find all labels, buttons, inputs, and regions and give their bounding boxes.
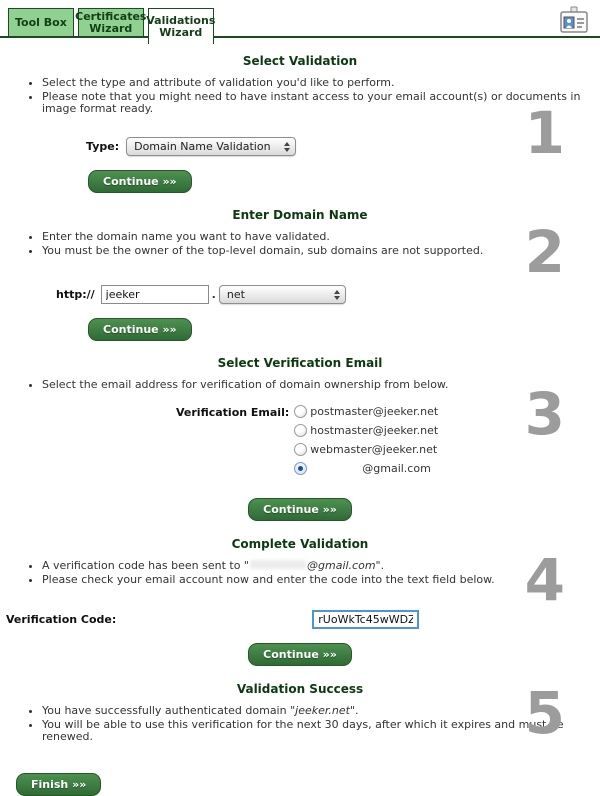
radio-icon (294, 443, 307, 456)
select-arrows-icon (284, 142, 290, 152)
step-number-5: 5 (524, 679, 565, 747)
radio-option-label: postmaster@jeeker.net (310, 405, 439, 418)
step-title: Select Verification Email (217, 356, 383, 370)
id-badge-icon (558, 6, 590, 36)
radio-option-label: hostmaster@jeeker.net (310, 424, 439, 437)
radio-option-hostmaster[interactable] (294, 423, 438, 438)
domain-input-row (56, 285, 600, 304)
step-enter-domain-name (0, 193, 600, 341)
instructions-list (28, 77, 600, 115)
instruction-item: • You will be able to use this verification for the next 30 days, after which it expires and must be renewed. (42, 719, 600, 743)
instruction-item: • You must be the owner of the top-level domain, sub domains are not supported. (42, 245, 600, 257)
sent-to-prefix: A verification code has been sent to " (42, 559, 249, 572)
continue-button-step4[interactable]: Continue »» (248, 643, 352, 666)
step-number-2: 2 (524, 218, 565, 286)
instruction-item: • Select the type and attribute of validation you'd like to perform. (42, 77, 600, 89)
type-label: Type: (86, 140, 120, 153)
continue-button-step2[interactable]: Continue »» (88, 318, 192, 341)
tab-label: Certificates Wizard (75, 9, 147, 35)
redacted-email-user (250, 560, 306, 569)
instruction-item (42, 560, 600, 572)
verification-email-label: Verification Email: (176, 406, 290, 419)
tld-select[interactable] (219, 285, 346, 304)
instruction-item: • Select the email address for verification of domain ownership from below. (42, 379, 600, 391)
step-title: Select Validation (242, 54, 358, 68)
email-radio-group (294, 404, 438, 480)
tab-validations-wizard[interactable] (148, 8, 214, 44)
step-number-4: 4 (524, 546, 565, 614)
step-title: Validation Success (236, 682, 364, 696)
tab-bar (0, 0, 600, 44)
domain-name-input[interactable] (101, 285, 209, 304)
sent-to-suffix: ". (375, 559, 385, 572)
tab-label: Tool Box (15, 15, 67, 29)
continue-button-step1[interactable]: Continue »» (88, 170, 192, 193)
instructions-list (28, 379, 600, 391)
authenticated-suffix: ". (349, 704, 359, 717)
verification-code-row (6, 610, 600, 629)
radio-option-postmaster[interactable] (294, 404, 438, 419)
continue-button-step3[interactable]: Continue »» (248, 498, 352, 521)
validation-type-row (86, 137, 600, 156)
radio-option-gmail[interactable] (294, 461, 438, 476)
instructions-list (28, 231, 600, 257)
domain-separator: . (211, 288, 216, 301)
finish-button[interactable]: Finish »» (16, 773, 101, 796)
selected-validation-type: Domain Name Validation (134, 140, 271, 153)
instruction-item (42, 705, 600, 717)
verification-code-input[interactable] (312, 610, 419, 629)
instruction-item: • Enter the domain name you want to have validated. (42, 231, 600, 243)
authenticated-domain: jeeker.net (295, 704, 350, 717)
step-select-validation (0, 44, 600, 193)
tab-label: Validations Wizard (146, 13, 216, 39)
radio-option-label: @gmail.com (362, 462, 431, 475)
step-number-1: 1 (524, 99, 565, 167)
tab-list (8, 8, 214, 44)
step-select-verification-email (0, 341, 600, 521)
select-arrows-icon (334, 290, 340, 300)
radio-option-webmaster[interactable] (294, 442, 438, 457)
radio-option-label: webmaster@jeeker.net (310, 443, 438, 456)
instructions-list (28, 705, 600, 743)
sent-to-email: @gmail.com (307, 559, 376, 572)
radio-icon (294, 424, 307, 437)
step-title: Complete Validation (231, 537, 369, 551)
instruction-item: • Please check your email account now and enter the code into the text field below. (42, 574, 600, 586)
tab-tool-box[interactable] (8, 8, 74, 37)
step-complete-validation (0, 521, 600, 666)
validation-type-select[interactable] (126, 137, 296, 156)
authenticated-prefix: You have successfully authenticated domain " (42, 704, 296, 717)
tab-certificates-wizard[interactable] (75, 8, 147, 37)
step-title: Enter Domain Name (232, 208, 368, 222)
instruction-item: • Please note that you might need to have instant access to your email account(s) or documents in image format ready. (42, 91, 600, 115)
protocol-label: http:// (56, 288, 95, 301)
step-validation-success (0, 666, 600, 796)
step-number-3: 3 (524, 380, 565, 448)
verification-code-label: Verification Code: (6, 613, 117, 626)
radio-selected-icon (294, 462, 307, 475)
selected-tld: net (226, 288, 245, 301)
radio-icon (294, 405, 307, 418)
instructions-list (28, 560, 600, 586)
